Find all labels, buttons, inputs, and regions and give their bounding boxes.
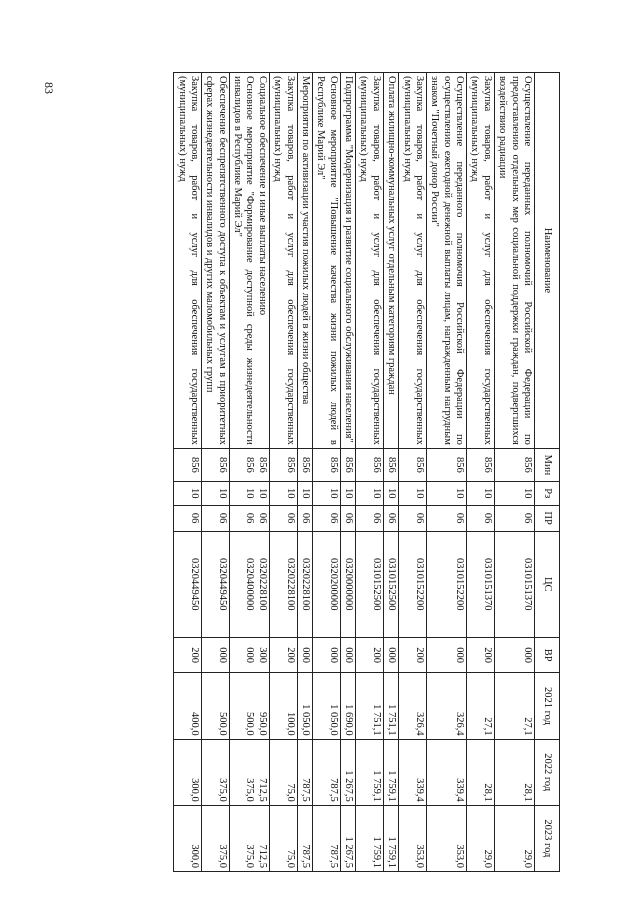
table-row (202, 73, 230, 872)
row-min: 856 (340, 448, 355, 481)
row-name-line: Социальное обеспечение и иные выплаты населению (256, 76, 268, 316)
row-name: Основное мероприятие "Повышение качества жизни пожилых людей в Республике Марий Эл" (313, 73, 341, 449)
row-name: Осуществление переданных полномочий Российской Федерации по предоставлению отдельных мер социальной поддержки граждан, подвергшихся воздействию радиации (494, 73, 534, 449)
row-2021: 1 751,1 (356, 673, 384, 739)
row-vr: 000 (297, 637, 312, 672)
row-2021: 326,4 (399, 673, 427, 739)
row-name: Закупка товаров, работ и услуг для обеспечения государственных (муниципальных) нужд (356, 73, 384, 449)
row-2022: 375,0 (202, 739, 230, 805)
row-vr: 000 (340, 637, 355, 672)
row-vr-line: 000 (244, 647, 256, 664)
row-pr: 06 (427, 505, 467, 531)
row-rz-line: 10 (256, 488, 268, 499)
row-rz: 10 (427, 481, 467, 505)
row-pr: 06 (399, 505, 427, 531)
row-2022: 300,0 (174, 739, 202, 805)
row-2023: 353,0 (427, 805, 467, 871)
row-2022: 339,4 (427, 739, 467, 805)
row-pr-line: 06 (244, 512, 256, 524)
row-rz: 10 (202, 481, 230, 505)
budget-table (173, 72, 560, 872)
row-vr: 200 (399, 637, 427, 672)
row-pr: 06 (297, 505, 312, 531)
row-2023-line: 375,0 (244, 844, 256, 868)
row-pr: 06 (313, 505, 341, 531)
table-row (340, 73, 355, 872)
row-cs: 0310152200 (427, 531, 467, 637)
row-rz-line: 10 (244, 488, 256, 499)
row-min: 856 (269, 448, 297, 481)
row-pr: 06 (383, 505, 398, 531)
row-min: 856 (297, 448, 312, 481)
row-rz: 10 (383, 481, 398, 505)
row-min: 856 (427, 448, 467, 481)
row-cs: 0310152500 (356, 531, 384, 637)
row-2023: 29,0 (467, 805, 495, 871)
table-row (399, 73, 427, 872)
row-name: Подпрограмма "Модернизация и развитие социального обслуживания населения" (340, 73, 355, 449)
row-cs: 0320228100 (269, 531, 297, 637)
table-row (427, 73, 467, 872)
row-2023: 787,5 (297, 805, 312, 871)
table-header-row (535, 73, 560, 872)
row-2023: 1 759,1 (383, 805, 398, 871)
row-2022: 28,1 (467, 739, 495, 805)
row-2021: 1 690,0 (340, 673, 355, 739)
row-pr: 06 (269, 505, 297, 531)
row-vr-line: 300 (256, 647, 268, 664)
row-2022: 75,0 (269, 739, 297, 805)
row-rz: 10 (399, 481, 427, 505)
row-2022: 1 759,1 (383, 739, 398, 805)
table-row (383, 73, 398, 872)
rotated-budget-table (173, 72, 560, 872)
header-2022: 2022 год (535, 739, 560, 805)
row-2022-line: 375,0 (244, 778, 256, 802)
row-2021 (229, 673, 269, 739)
row-2023-line: 712,5 (256, 844, 268, 868)
row-pr: 06 (340, 505, 355, 531)
row-2023: 29,0 (494, 805, 534, 871)
header-name: Наименование (535, 73, 560, 449)
row-2021: 1 050,0 (313, 673, 341, 739)
row-min-line: 856 (244, 457, 256, 473)
row-name: Обеспечение беспрепятственного доступа к объектам и услугам в приоритетных сферах жизнедеятельности инвалидов и других маломобильных групп (202, 73, 230, 449)
table-row (467, 73, 495, 872)
row-cs: 0320200000 (313, 531, 341, 637)
row-2023: 300,0 (174, 805, 202, 871)
row-min: 856 (467, 448, 495, 481)
row-2022: 787,5 (297, 739, 312, 805)
row-2021: 500,0 (202, 673, 230, 739)
row-2023: 1 267,5 (340, 805, 355, 871)
table-row (494, 73, 534, 872)
row-2021: 100,0 (269, 673, 297, 739)
row-cs: 0320228100 (297, 531, 312, 637)
header-pr: ПР (535, 505, 560, 531)
table-row (297, 73, 312, 872)
table-row (174, 73, 202, 872)
row-name: Закупка товаров, работ и услуг для обеспечения государственных (муниципальных) нужд (269, 73, 297, 449)
row-2022-line: 712,5 (256, 778, 268, 802)
row-vr: 000 (427, 637, 467, 672)
row-2023: 375,0 (202, 805, 230, 871)
row-2023: 353,0 (399, 805, 427, 871)
row-rz: 10 (269, 481, 297, 505)
row-2022 (229, 739, 269, 805)
row-min (229, 448, 269, 481)
row-vr: 000 (202, 637, 230, 672)
row-pr: 06 (174, 505, 202, 531)
header-vr: ВР (535, 637, 560, 672)
row-2021: 27,1 (494, 673, 534, 739)
row-name: Оплата жилищно-коммунальных услуг отдельным категориям граждан (383, 73, 398, 449)
row-min: 856 (356, 448, 384, 481)
row-cs (229, 531, 269, 637)
row-pr: 06 (202, 505, 230, 531)
row-name: Осуществление переданного полномочия Российской Федерации по осуществлению ежегодной денежной выплаты лицам, награжденным нагрудным знаком "Почетный донор России" (427, 73, 467, 449)
header-min: Мин (535, 448, 560, 481)
row-min: 856 (313, 448, 341, 481)
row-name: Закупка товаров, работ и услуг для обеспечения государственных (муниципальных) нужд (399, 73, 427, 449)
row-vr: 200 (356, 637, 384, 672)
row-vr: 000 (494, 637, 534, 672)
row-name: Закупка товаров, работ и услуг для обеспечения государственных (муниципальных) нужд (174, 73, 202, 449)
row-min: 856 (399, 448, 427, 481)
header-2021: 2021 год (535, 673, 560, 739)
row-pr: 06 (356, 505, 384, 531)
row-2023: 75,0 (269, 805, 297, 871)
row-2022: 339,4 (399, 739, 427, 805)
row-min: 856 (202, 448, 230, 481)
header-rz: Рз (535, 481, 560, 505)
row-pr (229, 505, 269, 531)
row-vr: 000 (313, 637, 341, 672)
row-rz: 10 (297, 481, 312, 505)
row-name: Закупка товаров, работ и услуг для обеспечения государственных (муниципальных) нужд (467, 73, 495, 449)
row-cs: 0310152500 (383, 531, 398, 637)
row-rz: 10 (174, 481, 202, 505)
row-cs-line: 0320228100 (256, 558, 268, 611)
row-cs: 0310151370 (494, 531, 534, 637)
header-cs: ЦС (535, 531, 560, 637)
row-2021-line: 950,0 (256, 711, 268, 736)
row-rz: 10 (356, 481, 384, 505)
row-2023 (229, 805, 269, 871)
row-cs: 0310152200 (399, 531, 427, 637)
row-name: Мероприятия по активизации участия пожилых людей в жизни общества (297, 73, 312, 449)
row-2021: 326,4 (427, 673, 467, 739)
page-number: 83 (42, 82, 56, 94)
row-rz: 10 (313, 481, 341, 505)
row-cs: 0310151370 (467, 531, 495, 637)
row-vr: 000 (383, 637, 398, 672)
row-name-line: Основное мероприятие "Формирование доступной среды жизнедеятельности инвалидов в Республике Марий Эл" (232, 76, 256, 445)
row-pr-line: 06 (256, 512, 268, 524)
row-2023: 787,5 (313, 805, 341, 871)
row-min: 856 (383, 448, 398, 481)
row-vr: 200 (269, 637, 297, 672)
row-2022: 1 267,5 (340, 739, 355, 805)
row-vr: 200 (174, 637, 202, 672)
row-pr: 06 (494, 505, 534, 531)
row-2022: 787,5 (313, 739, 341, 805)
row-cs-line: 0320400000 (244, 558, 256, 611)
row-2022: 1 759,1 (356, 739, 384, 805)
row-name (229, 73, 269, 449)
table-row (313, 73, 341, 872)
row-rz: 10 (494, 481, 534, 505)
row-min-line: 856 (256, 457, 268, 473)
row-pr: 06 (467, 505, 495, 531)
table-row (356, 73, 384, 872)
row-2021: 27,1 (467, 673, 495, 739)
row-vr: 200 (467, 637, 495, 672)
table-row (269, 73, 297, 872)
row-min: 856 (174, 448, 202, 481)
row-min: 856 (494, 448, 534, 481)
row-cs: 0320000000 (340, 531, 355, 637)
table-row-merged (229, 73, 269, 872)
row-rz (229, 481, 269, 505)
row-2022: 28,1 (494, 739, 534, 805)
row-rz: 10 (467, 481, 495, 505)
row-vr (229, 637, 269, 672)
row-2021: 400,0 (174, 673, 202, 739)
row-rz: 10 (340, 481, 355, 505)
row-2021: 1 751,1 (383, 673, 398, 739)
row-2021: 1 050,0 (297, 673, 312, 739)
row-2021-line: 500,0 (244, 711, 256, 736)
row-2023: 1 759,1 (356, 805, 384, 871)
row-cs: 0320449450 (202, 531, 230, 637)
row-cs: 0320449450 (174, 531, 202, 637)
header-2023: 2023 год (535, 805, 560, 871)
